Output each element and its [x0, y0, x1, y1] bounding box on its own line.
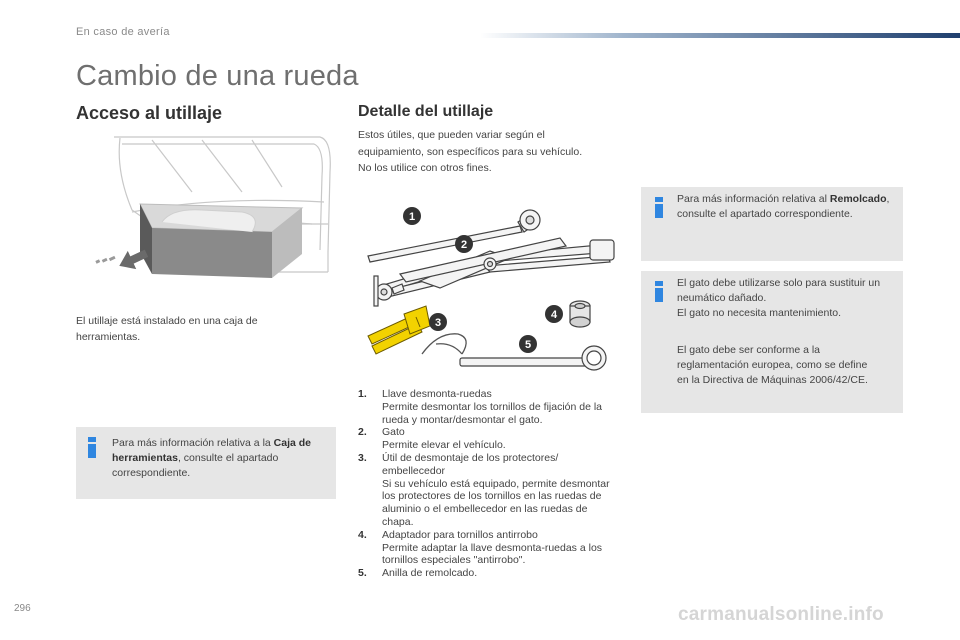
callout-1: [403, 207, 421, 225]
toolbox-caption: El utillaje está instalado en una caja de herramientas.: [76, 315, 258, 343]
svg-text:4: 4: [550, 309, 558, 321]
callout-4: [545, 305, 563, 323]
info-box-towing: [641, 187, 903, 261]
info-box-toolbox: [76, 427, 336, 499]
info-text-jack-regulation: El gato debe ser conforme a la reglamentación europea, como se define en la Directiva de Máquinas 2006/42/CE.: [677, 344, 868, 386]
page-title: Cambio de una rueda: [76, 60, 359, 92]
svg-text:2: 2: [460, 239, 468, 251]
info-box-jack: [641, 271, 903, 413]
list-item: 1. Llave desmonta-ruedas Permite desmontar los tornillos de fijación de la rueda y montar/desmontar el gato.: [358, 388, 603, 426]
section-label: En caso de avería: [76, 26, 170, 38]
callout-3: [429, 313, 447, 331]
info-icon: [88, 437, 96, 458]
svg-text:3: 3: [434, 317, 442, 329]
svg-text:1: 1: [408, 211, 416, 223]
heading-tool-access: Acceso al utillaje: [76, 103, 223, 123]
callout-5: [519, 335, 537, 353]
header-bar: [480, 33, 960, 38]
watermark: carmanualsonline.info: [678, 604, 884, 625]
link-towing: Remolcado: [829, 193, 887, 205]
spring-clip: [422, 334, 466, 354]
tools-illustration: [360, 196, 622, 376]
anti-theft-adapter: [570, 301, 590, 327]
tool-list: [358, 388, 620, 580]
list-item: 4. Adaptador para tornillos antirrobo Permite adaptar la llave desmonta-ruedas a los tornillos especiales "antirrobo".: [358, 528, 603, 567]
list-item: 2. Gato Permite elevar el vehículo.: [358, 426, 506, 452]
seat-toolbox-illustration: [92, 132, 342, 292]
protector-removal-tool: [368, 306, 430, 354]
info-icon: [655, 197, 663, 218]
tools-intro: Estos útiles, que pueden variar según el equipamiento, son específicos para su vehículo. No los utilice con otros fines.: [358, 129, 583, 174]
info-text-toolbox: Para más información relativa a la Caja de herramientas, consulte el apartado correspondiente.: [112, 437, 312, 479]
list-item: 3. Útil de desmontaje de los protectores/ embellecedor Si su vehículo está equipado, permite desmontar los protectores de los tornillos en las ruedas de aluminio o el embellecedor en las ruedas de chapa.: [358, 451, 610, 528]
svg-text:5: 5: [524, 339, 532, 351]
page-number: 296: [14, 603, 31, 614]
list-item: 5. Anilla de remolcado.: [358, 567, 478, 580]
info-text-jack-usage: El gato debe utilizarse solo para sustituir un neumático dañado. El gato no necesita mantenimiento.: [677, 277, 881, 319]
link-toolbox: Caja de herramientas: [112, 437, 312, 464]
heading-tool-detail: Detalle del utillaje: [358, 103, 494, 120]
info-text-towing: Para más información relativa al Remolcado, consulte el apartado correspondiente.: [677, 193, 890, 220]
info-icon: [655, 281, 663, 302]
callout-2: [455, 235, 473, 253]
